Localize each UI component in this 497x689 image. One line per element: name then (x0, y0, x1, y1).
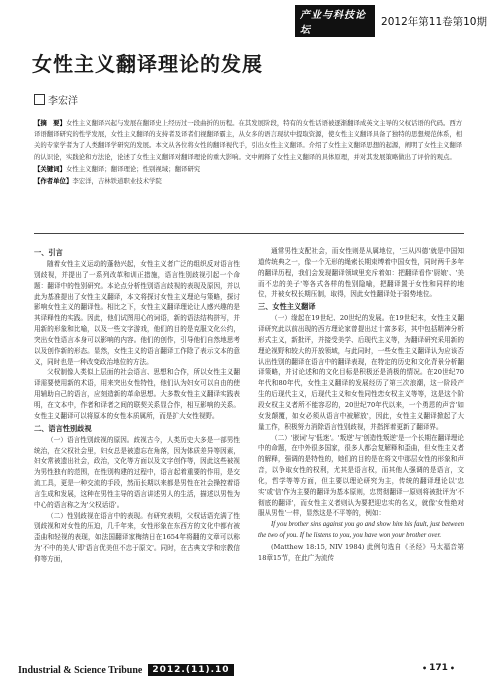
keywords-label: 【关键词】 (34, 164, 66, 173)
paragraph: （二）'嵌词'与'低迷'。'叛逆'与'创造性叛逆'是一个长期在翻译理论中的命题，在中外很多国家，很多人都会复解释和歪曲，但女性主义者的解释，强调的是特性的，她们的目的是在将文中那层女性的形象和声音，以争取女性的权利，尤其是语言权，而其他人强调的是语言，文化，哲学等等方面，但主要以理论研究为主，传统的翻译理论以'忠实'或'信'作为主要的翻译为基本原则，忠贯彻翻译一原则将被批评为'不彻底的翻译'，而女性主义者则认为要把迎忠实的名义，就像'女性绝对服从男性'一样，显然这是不平等的，例如： (258, 433, 464, 518)
section-divider (34, 233, 464, 234)
abstract-text: 女性主义翻译兴起与发展在翻译史上经历过一段曲折的历程。在其发展阶段，特有的女性话语被逐渐翻译成英文主导的父权话语的代码。西方译语翻译研究的性学发展，女性主义翻译的支持者及译者们视翻译霸主，从女多的语言现状中提取资源，使女性主义翻译具备了独特的思想规范体系，相关的专家学者为了人类翻译学研究的发展。本文从各位将女性的翻译视代手，引出女性主义翻译。介绍了女性主义翻译思想的起源，阐明了女性主义翻译的认识论，实践论和方法论，论述了女性主义翻译对翻译理论的重大影响。文中阐释了女性主义翻译的具体原理，并对其发展策略做出了评价的观点。 (34, 119, 463, 161)
section-heading: 一、引言 (34, 248, 63, 257)
section-heading: 二、语言性别歧视 (34, 423, 92, 433)
abstract (34, 118, 464, 163)
author-line (34, 92, 78, 107)
bullet-icon: • (422, 663, 428, 673)
author-unit-text: 李宏洋，吉林铁道职业技术学院 (72, 177, 162, 186)
quote-reference: (Matthew 18:15, NIV 1984) 此例句选自《圣经》马太福音第18章15节，在此广为流传 (258, 542, 464, 562)
journal-header (295, 10, 487, 36)
keywords-line (34, 164, 464, 175)
author-marker-icon (34, 94, 45, 105)
section-heading: 三、女性主义翻译 (258, 302, 316, 312)
paragraph: （二）性别歧视在语言中的表现。有研究表明，父权话语充满了性别歧视和对女性的压迫，几千年来，女性形象在东西方的文化中都有被歪曲和轻视的表现，如法国翻译家梅纳日在1654年将翻的文章可以称为'不中的美人'即'语言优美但不忠于原文'。同时，在古典文学和宗教信仰等方面， (34, 511, 240, 563)
paragraph: 父权制像人类似上层面的社会语言、思想和合作，所以女性主义翻译需要使用新的术语，用来突出女性特性，他们认为妇女可以自由的使用辅助自己的语言，应刻造新的革命思想。大多数女性主义翻译实践表明，在文本中，作者和译者之间的联契关系显合作，相互影响的关系。女性主义翻译可以将原本的女性本质属所，而是扩大女性视野。 (34, 368, 240, 420)
right-column (258, 246, 464, 564)
abstract-label: 【摘 要】 (34, 119, 66, 127)
paragraph: （一）语言性别歧视的原因。歧视古今，人类历史大多是一部男性统治，在父权社会里，妇女总是被遗忘在角落，因为体质差异等因素，妇女常被遗出社会，政治，文化等方面以及文字创作等，因此这些被视为男性独有的范围，在性别构建的过程中，语言起着重要的作用，是交流工具，更是一种交流的手段，然而长期以来都是男性在社会操控着语言生成和发展，这种在男性主导的语言讲述男人的生活，描述以男性为中心的语言称之为'父权话语'。 (34, 435, 240, 509)
footer-issue: 2012.(11).10 (148, 664, 233, 676)
author-unit-label: 【作者单位】 (34, 177, 73, 186)
abstract-block (34, 118, 464, 187)
bible-quote: If you brother sins against you go and show him his fault, just between the two of you. If he listens to you, you have won your brother over. (258, 521, 464, 540)
publication-name: Industrial & Science Tribune (18, 664, 143, 676)
paragraph: 随着女性主义运动的蓬勃兴起，女性主义者广泛的组织反对语言性别歧视，并提出了一系列改革和训正措施，语言性别歧视引起一个命题：翻译中的性别研究。本论点分析性别语言歧视的表现及原因，并以此为基准提出了女性主义翻译，本文将探讨女性主义理论与策略，探讨影响女性主义的翻译性。相比之下，女性主义翻译理论让人感兴趣的是其译释性的实践。因此，他们试图用心的词语，新的语法结构拼写，并用新的形象和比喻，以及一些文字游戏，他们的目的是克服文化公约，突出女性语言本身可以影响的内容。他们的创作，引导他们自然地思考以及创作新的形态。显然，女性主义的语言翻译工作除了表示文本的意义，同时也是一种改变政治地位的方法。 (34, 260, 240, 366)
footer-publication (18, 664, 234, 676)
page-number (422, 663, 455, 673)
issue-info: 2012年第11卷第10期 (381, 15, 487, 28)
journal-name: 产业与科技论坛 (295, 5, 375, 37)
bullet-icon: • (449, 663, 456, 673)
page-number-text: 171 (429, 663, 448, 673)
left-column (34, 246, 240, 565)
author-name: 李宏洋 (48, 96, 78, 107)
paragraph: 通常男性支配社会，而女性则是从属地位，'三从四德'就是中国知道传统典之一，像一个无形的绳索长期束缚着中国女性，同时两千多年的翻译历程，我们会发现翻译领域里充斥着如：把翻译看作'厨娘'、'美而不忠的美子'等各式各样的性别隐喻，把翻译置于女性和同样的地位，并被女权长期压制，取得，因此女性翻译处于弱势地位。 (258, 247, 464, 299)
article-title: 女性主义翻译理论的发展 (32, 52, 263, 76)
keywords-text: 女性主义翻译；翻译理论；性别视域；翻译研究 (65, 164, 201, 173)
author-unit-line (34, 176, 464, 187)
paragraph: （一）缘起在19世纪、20世纪的发展。在19世纪末，女性主义翻译研究此以前出现的西方理论家曾提出过十富多彩，其中包括精神分析形式主义，新批评，并接受美学、后现代主义等，为翻译研究采用新的理论视野和较大的开放领域，与此同时，一些女性主义翻译认为应该否认出性别的翻译在语言中的翻译表现，在特定的历史和文化背景分析翻译策略，并讨论述和的文化目标是积极还是消极的情况。在20世纪70年代和80年代，女性主义翻译的发展经历了第三次浪潮，这一阶段产生的后现代主义，后现代主义和女性同性恋女权主义等等，这是这个阶段女权主义者所不能容忍的，20世纪70年代以来，一个勇恩的声音'如女发颠覆，如女必须从语言中被解放'，因此，女性主义翻译掀起了大量工作，积极努力消除语言性别歧视，并指挥着更新了翻译界。 (258, 314, 464, 431)
